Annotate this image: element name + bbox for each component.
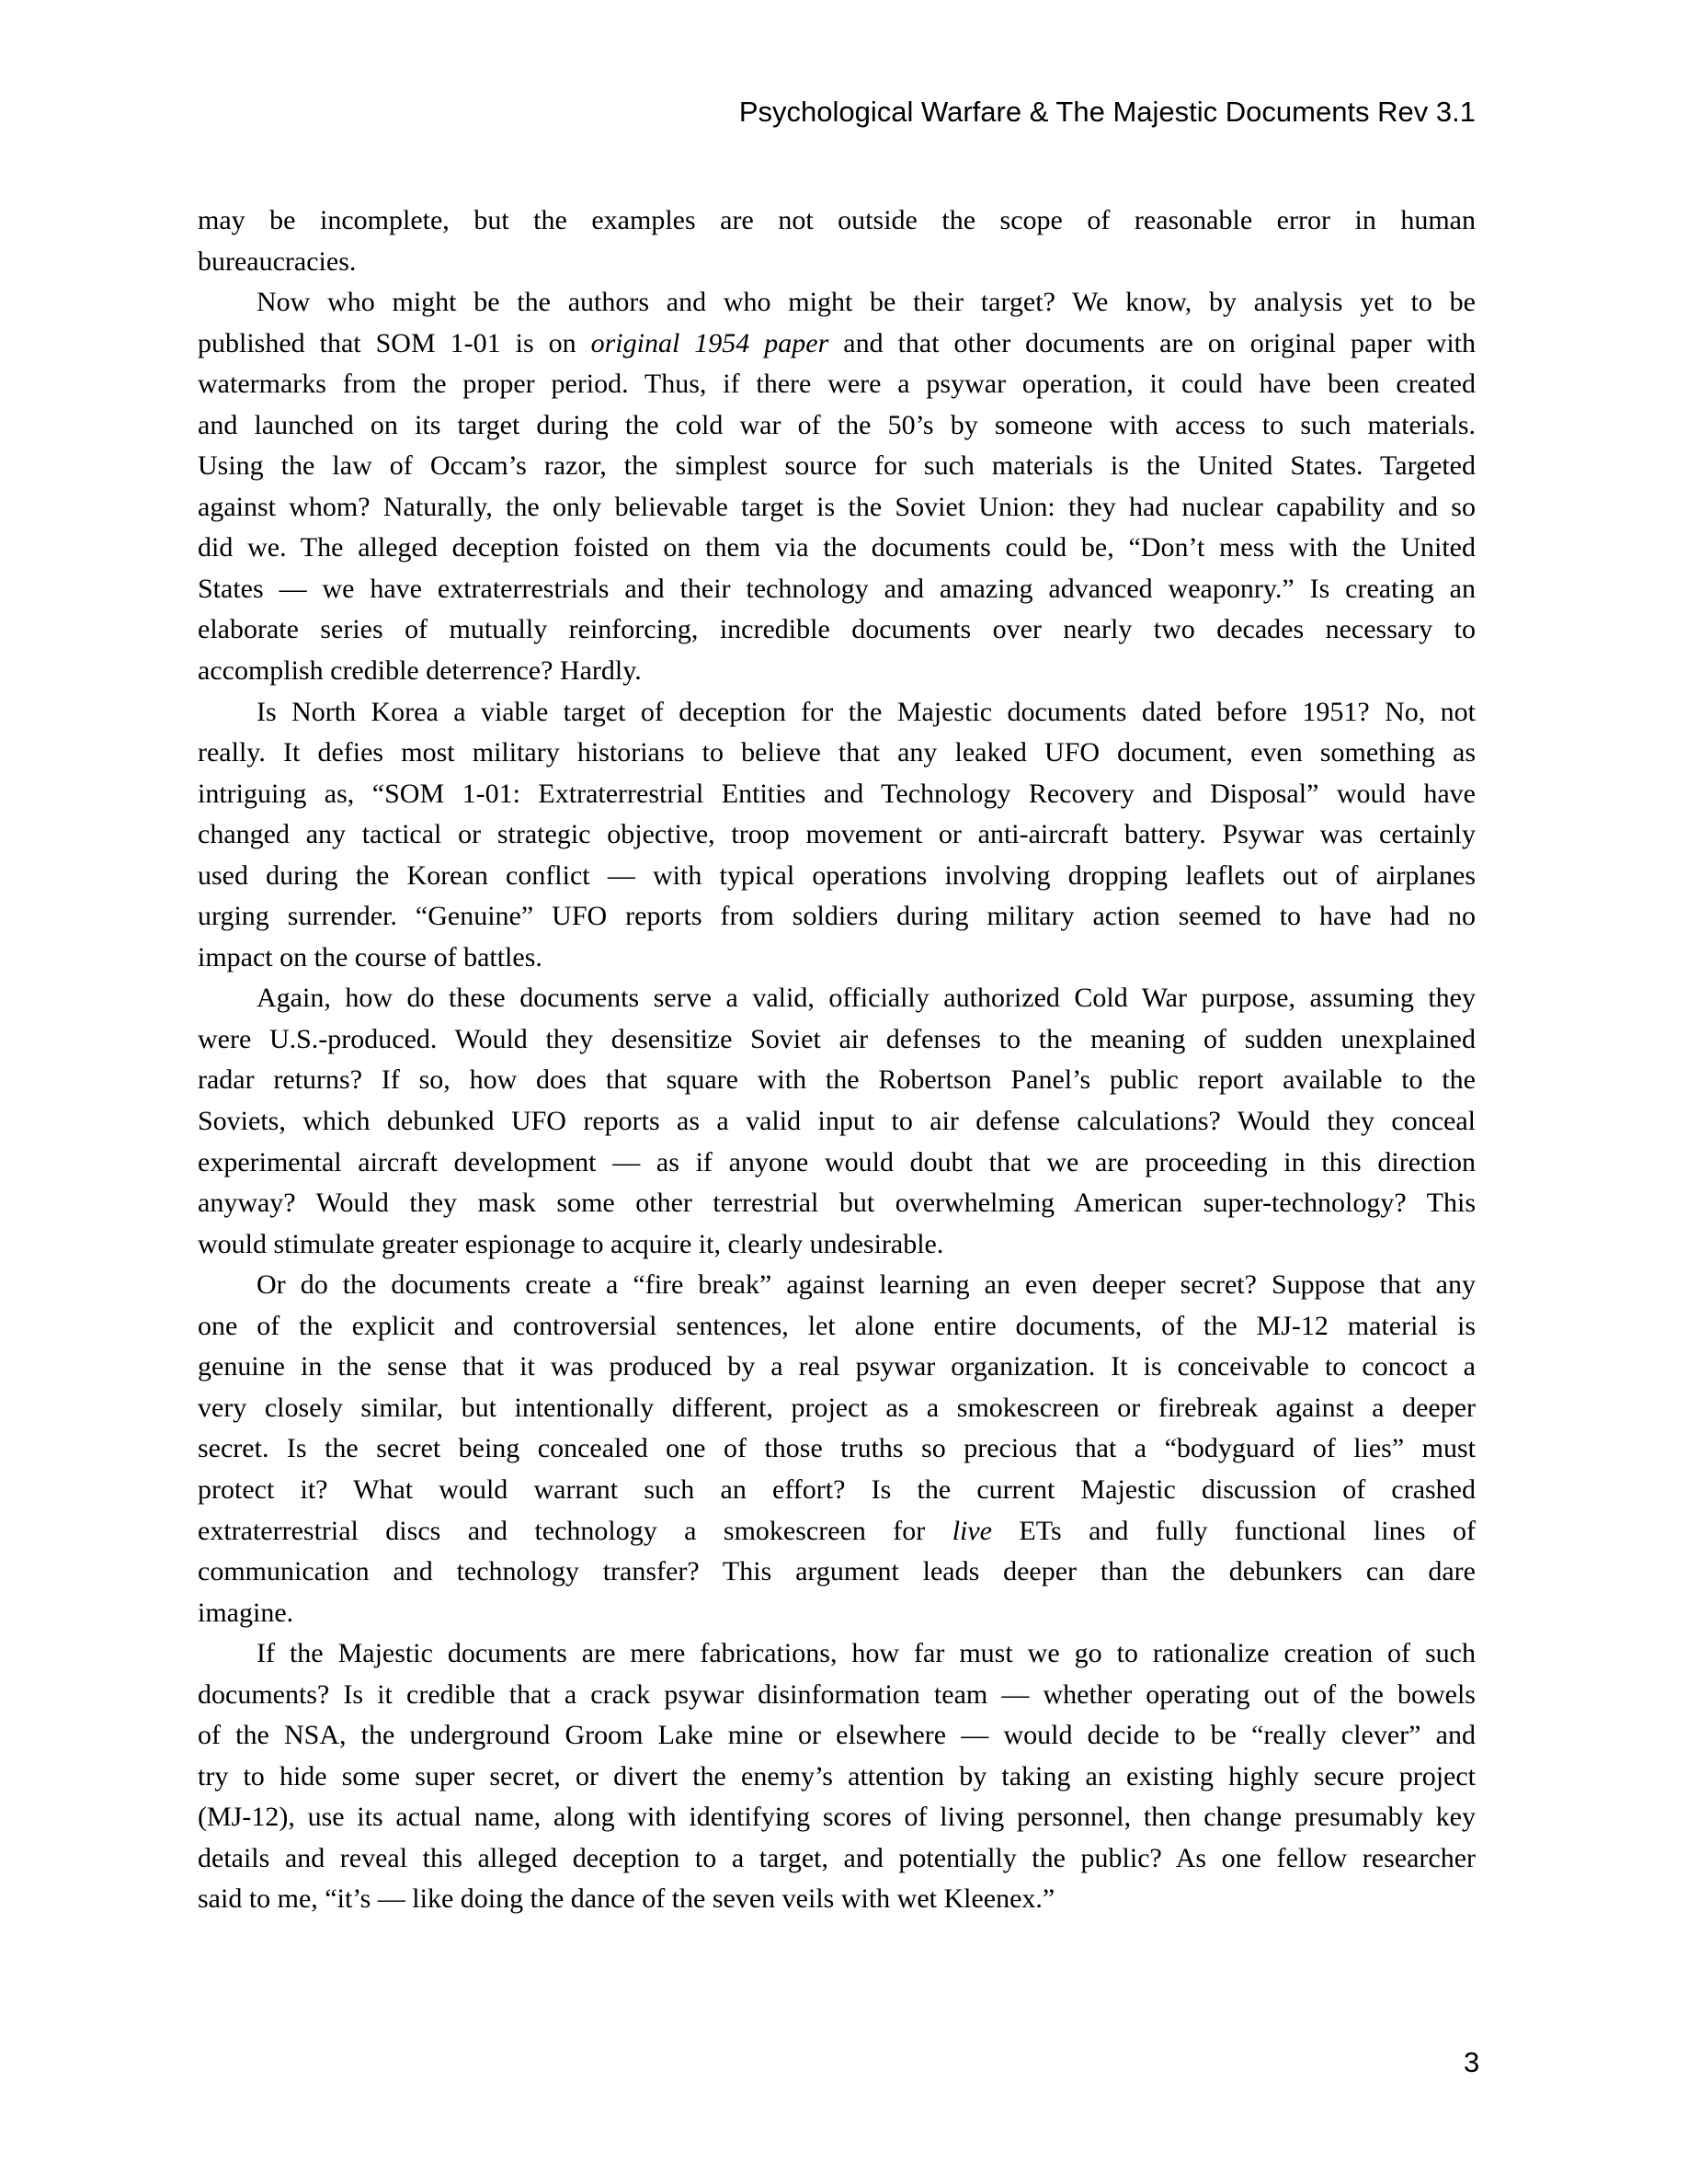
text-line: extraterrestrial discs and technology a smokescreen for live ETs and fully functional lines of	[198, 1515, 1476, 1546]
text-line: States — we have extraterrestrials and their technology and amazing advanced weaponry.” Is creating an	[198, 573, 1476, 604]
text-line: secret. Is the secret being concealed one of those truths so precious that a “bodyguard of lies” must	[198, 1433, 1476, 1464]
text-line: communication and technology transfer? This argument leads deeper than the debunkers can dare	[198, 1556, 1476, 1587]
emphasis: original 1954 paper	[590, 327, 829, 358]
text-line: published that SOM 1-01 is on original 1954 paper and that other documents are on original paper with	[198, 327, 1477, 358]
text-line: protect it? What would warrant such an effort? Is the current Majestic discussion of crashed	[198, 1473, 1476, 1505]
text-line: Or do the documents create a “fire break” against learning an even deeper secret? Suppose that any	[257, 1269, 1476, 1301]
running-header: Psychological Warfare & The Majestic Documents Rev 3.1	[738, 96, 1476, 128]
text-line: did we. The alleged deception foisted on them via the documents could be, “Don’t mess with the United	[198, 532, 1476, 563]
text-line: try to hide some super secret, or divert the enemy’s attention by taking an existing highly secure project	[198, 1760, 1476, 1792]
text-line: said to me, “it’s — like doing the dance of the seven veils with wet Kleenex.”	[198, 1883, 1055, 1915]
paragraph	[198, 1633, 1476, 1920]
text-line: Now who might be the authors and who might be their target? We know, by analysis yet to be	[257, 287, 1476, 318]
text-line: impact on the course of battles.	[198, 941, 542, 973]
paragraph	[198, 978, 1476, 1265]
text-line: were U.S.-produced. Would they desensitize Soviet air defenses to the meaning of sudden unexplained	[198, 1023, 1476, 1054]
body-text	[198, 200, 1476, 1920]
text-line: bureaucracies.	[198, 245, 357, 277]
paragraph	[198, 200, 1476, 282]
text-line: imagine.	[198, 1597, 294, 1628]
text-line: intriguing as, “SOM 1-01: Extraterrestrial Entities and Technology Recovery and Disposal” would have	[198, 778, 1476, 809]
text-line: details and reveal this alleged deception to a target, and potentially the public? As one fellow researcher	[198, 1842, 1476, 1873]
text-line: experimental aircraft development — as if anyone would doubt that we are proceeding in this direction	[198, 1146, 1476, 1177]
text-line: radar returns? If so, how does that square with the Robertson Panel’s public report available to the	[198, 1064, 1476, 1096]
text-line: very closely similar, but intentionally different, project as a smokescreen or firebreak against a deeper	[198, 1392, 1476, 1423]
text-line: urging surrender. “Genuine” UFO reports from soldiers during military action seemed to have had no	[198, 901, 1476, 932]
text-line: of the NSA, the underground Groom Lake mine or elsewhere — would decide to be “really clever” and	[198, 1720, 1476, 1751]
text-line: accomplish credible deterrence? Hardly.	[198, 655, 642, 687]
text-line: one of the explicit and controversial sentences, let alone entire documents, of the MJ-12 material is	[198, 1310, 1476, 1341]
text-line: watermarks from the proper period. Thus, if there were a psywar operation, it could have been created	[198, 369, 1476, 400]
text-line: Soviets, which debunked UFO reports as a valid input to air defense calculations? Would they conceal	[198, 1106, 1476, 1137]
text-line: would stimulate greater espionage to acquire it, clearly undesirable.	[198, 1228, 944, 1259]
text-line: (MJ-12), use its actual name, along with identifying scores of living personnel, then change presumably key	[198, 1802, 1476, 1833]
text-line: changed any tactical or strategic objective, troop movement or anti-aircraft battery. Psywar was certainly	[198, 819, 1476, 850]
paragraph	[198, 282, 1476, 691]
text-line: documents? Is it credible that a crack psywar disinformation team — whether operating out of the bowels	[198, 1678, 1476, 1710]
emphasis: live	[952, 1515, 992, 1546]
text-line: elaborate series of mutually reinforcing, incredible documents over nearly two decades necessary to	[198, 614, 1476, 645]
text-line: really. It defies most military historians to believe that any leaked UFO document, even something as	[198, 737, 1476, 768]
paragraph	[198, 692, 1476, 979]
paragraph	[198, 1265, 1476, 1633]
text-line: and launched on its target during the cold war of the 50’s by someone with access to such materials.	[198, 409, 1476, 440]
text-line: Again, how do these documents serve a valid, officially authorized Cold War purpose, assuming they	[257, 983, 1476, 1014]
text-line: genuine in the sense that it was produced by a real psywar organization. It is conceivable to concoct a	[198, 1351, 1476, 1382]
text-line: may be incomplete, but the examples are not outside the scope of reasonable error in human	[198, 205, 1476, 235]
text-line: against whom? Naturally, the only believable target is the Soviet Union: they had nuclear capability and so	[198, 491, 1476, 522]
text-line: If the Majestic documents are mere fabrications, how far must we go to rationalize creation of such	[257, 1638, 1476, 1669]
text-line: Using the law of Occam’s razor, the simplest source for such materials is the United States. Targeted	[198, 450, 1476, 482]
text-line: anyway? Would they mask some other terrestrial but overwhelming American super-technology? This	[198, 1188, 1476, 1219]
text-line: used during the Korean conflict — with typical operations involving dropping leaflets out of airplanes	[198, 859, 1476, 891]
text-line: Is North Korea a viable target of deception for the Majestic documents dated before 1951? No, not	[257, 696, 1476, 727]
page-number: 3	[1464, 2046, 1480, 2078]
